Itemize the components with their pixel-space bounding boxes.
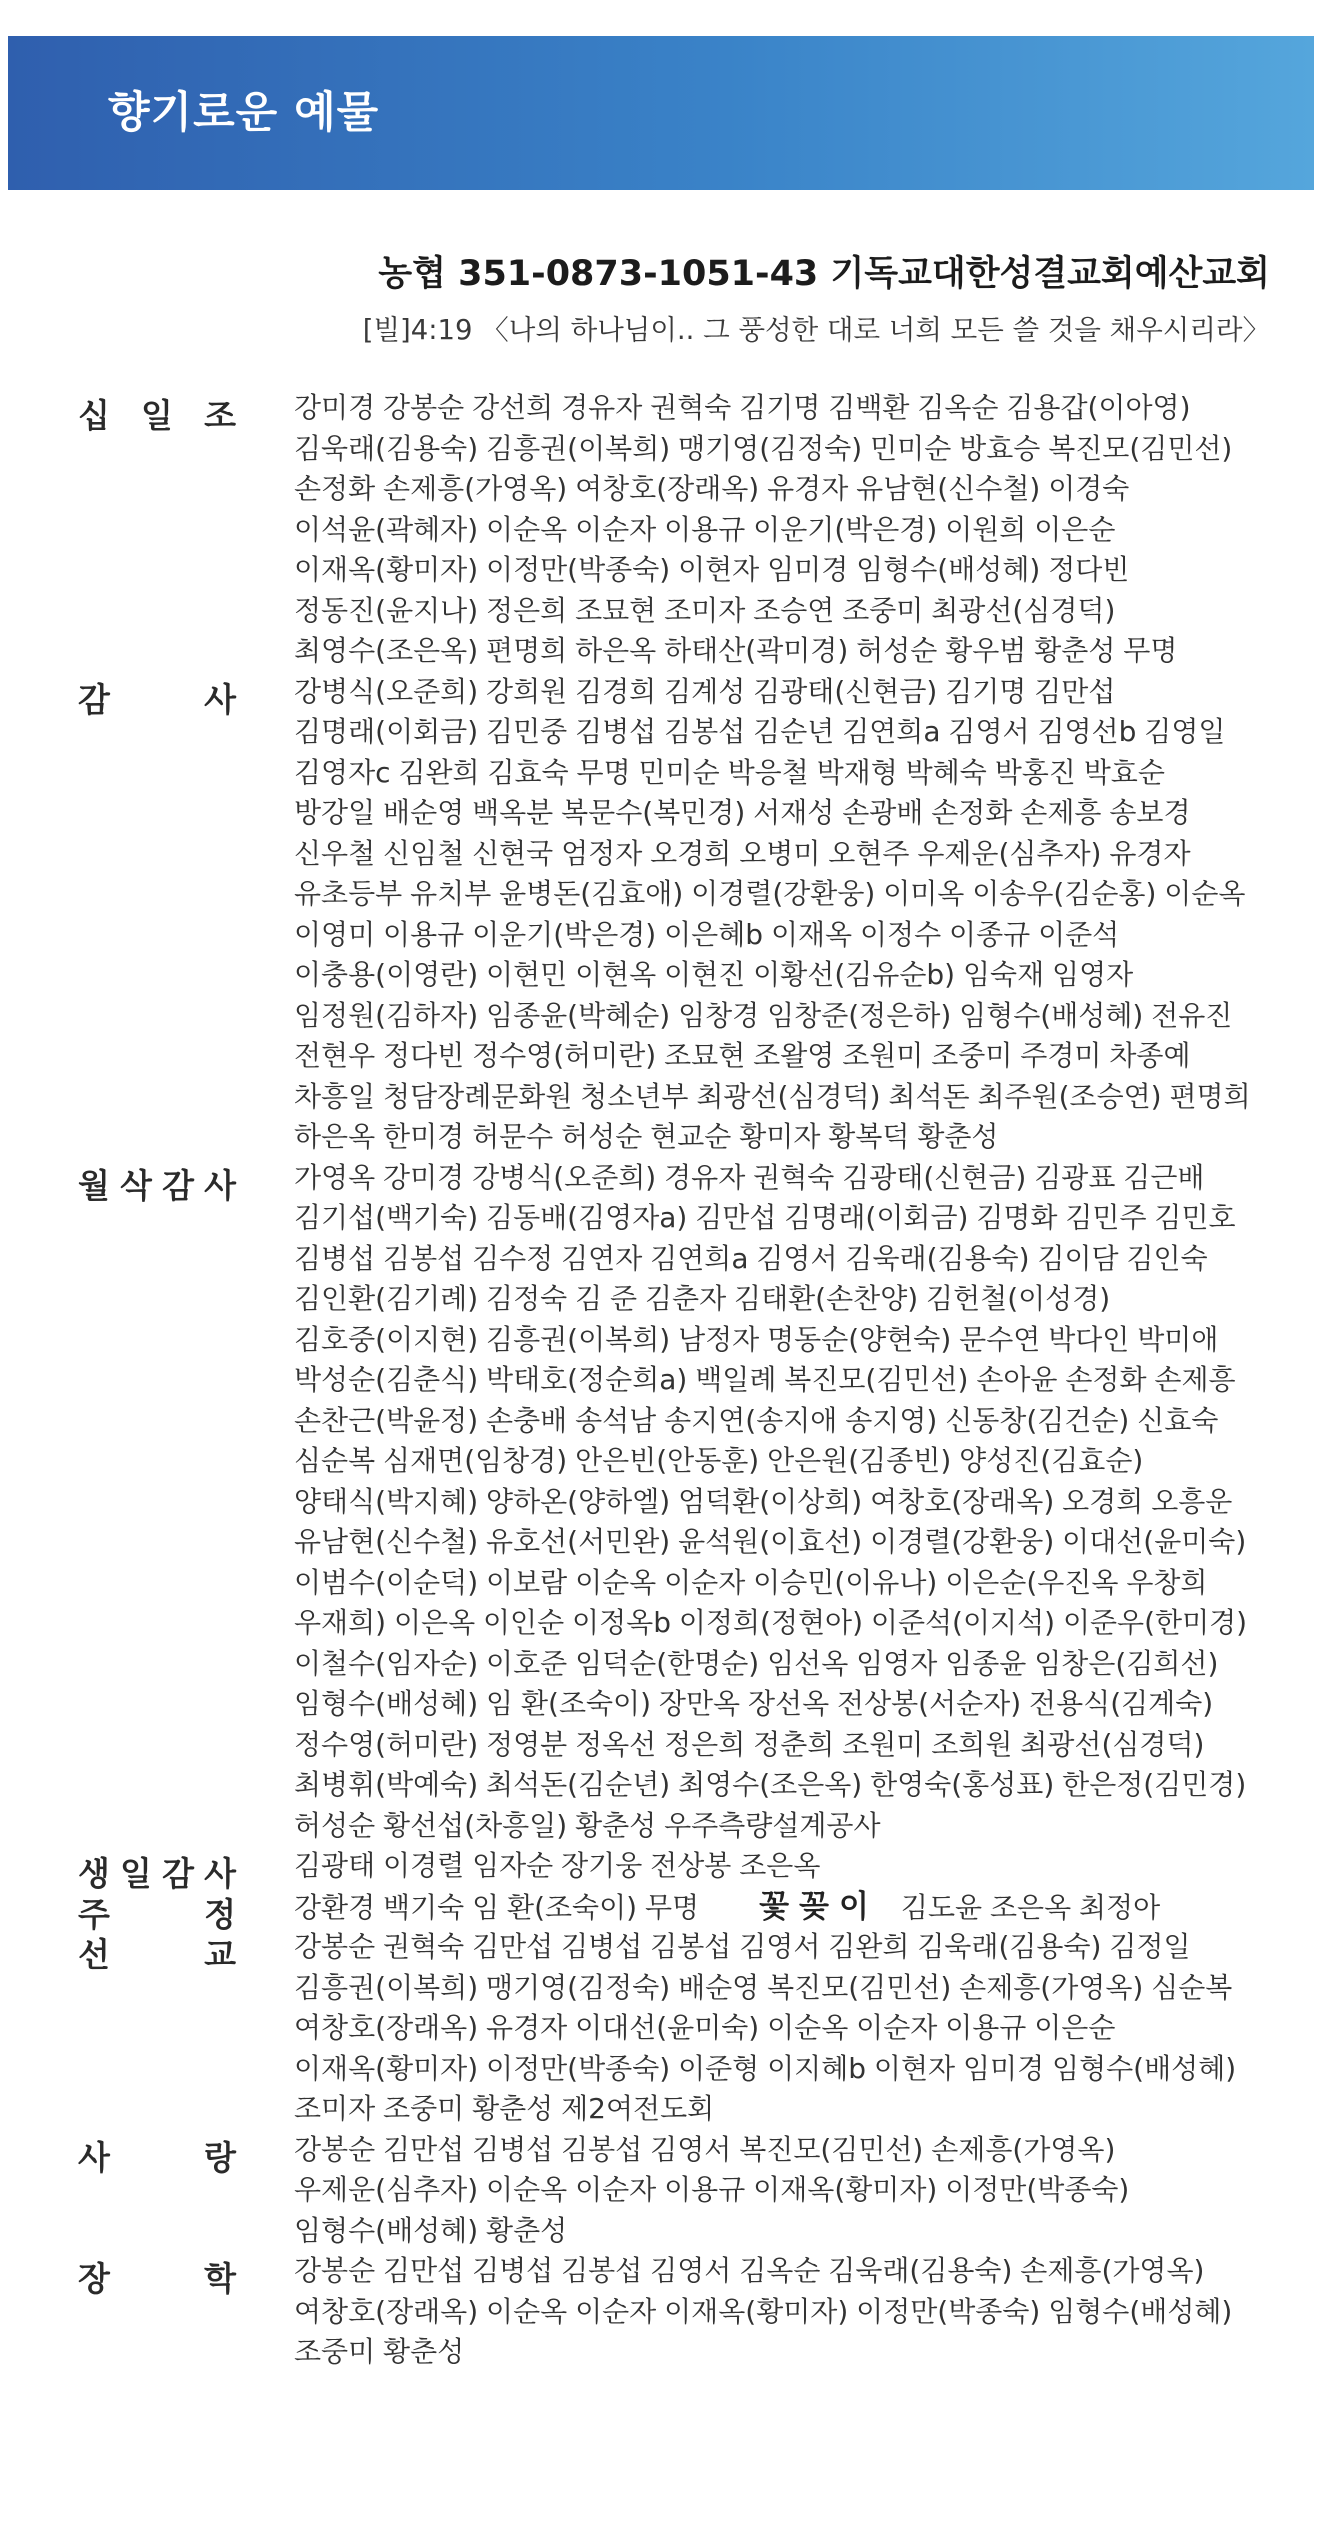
donor-line bbox=[294, 550, 1284, 591]
section-label-char: 월 bbox=[78, 1165, 110, 1205]
donor-line bbox=[294, 2130, 1284, 2171]
section-label-char: 감 bbox=[162, 1165, 194, 1205]
donor-line bbox=[294, 1360, 1284, 1401]
section-label bbox=[78, 2132, 236, 2179]
donor-line-text: 여창호(장래옥) 유경자 이대선(윤미숙) 이순옥 이순자 이용규 이은순 bbox=[294, 2011, 1116, 2044]
donor-line-text: 김영자c 김완희 김효숙 무명 민미순 박응철 박재형 박혜숙 박홍진 박효순 bbox=[294, 755, 1165, 789]
donor-line bbox=[294, 793, 1284, 834]
donor-line bbox=[294, 388, 1284, 429]
donor-line-text: 강봉순 권혁숙 김만섭 김병섭 김봉섭 김영서 김완희 김욱래(김용숙) 김정일 bbox=[294, 1930, 1191, 1963]
donor-line-text: 신우철 신임철 신현국 엄정자 오경희 오병미 오현주 우제운(심추자) 유경자 bbox=[294, 836, 1191, 870]
donor-line bbox=[294, 2049, 1284, 2090]
donor-line bbox=[294, 2089, 1284, 2130]
donor-line-text: 김명래(이회금) 김민중 김병섭 김봉섭 김순년 김연희a 김영서 김영선b 김영일 bbox=[294, 715, 1226, 748]
donor-line-text: 최영수(조은옥) 편명희 하은옥 하태산(곽미경) 허성순 황우범 황춘성 무명 bbox=[294, 634, 1178, 667]
donor-line-text: 손찬근(박윤정) 손충배 송석남 송지연(송지애 송지영) 신동창(김건순) 신효숙 bbox=[294, 1403, 1219, 1437]
donor-line-text: 강봉순 김만섭 김병섭 김봉섭 김영서 김옥순 김욱래(김용숙) 손제흥(가영옥) bbox=[294, 2254, 1205, 2287]
donor-line-text: 김광태 이경렬 임자순 장기웅 전상봉 조은옥 bbox=[294, 1849, 821, 1882]
donor-line bbox=[294, 1684, 1284, 1725]
donor-line bbox=[294, 1846, 1284, 1887]
donor-line-text: 우제운(심추자) 이순옥 이순자 이용규 이재옥(황미자) 이정만(박종숙) bbox=[294, 2173, 1130, 2206]
donor-line bbox=[294, 1198, 1284, 1239]
donor-line bbox=[294, 1279, 1284, 1320]
donor-line-text: 하은옥 한미경 허문수 허성순 현교순 황미자 황복덕 황춘성 bbox=[294, 1120, 999, 1153]
donor-line-text: 차흥일 청담장례문화원 청소년부 최광선(심경덕) 최석돈 최주원(조승연) 편명희 bbox=[294, 1079, 1251, 1113]
donor-names bbox=[294, 388, 1284, 672]
donor-line bbox=[294, 1806, 1284, 1847]
donor-names bbox=[294, 1158, 1284, 1847]
donor-line bbox=[294, 1887, 1284, 1928]
donor-line-text: 전현우 정다빈 정수영(허미란) 조묘현 조왈영 조원미 조중미 주경미 차종예 bbox=[294, 1039, 1191, 1072]
donor-line-text: 조미자 조중미 황춘성 제2여전도회 bbox=[294, 2092, 715, 2125]
offering-section bbox=[0, 2251, 1326, 2373]
donor-line bbox=[294, 672, 1284, 713]
donor-line-text: 유남현(신수철) 유호선(서민완) 윤석원(이효선) 이경렬(강환웅) 이대선(윤미숙) bbox=[294, 1525, 1247, 1558]
donor-line bbox=[294, 1320, 1284, 1361]
donor-line-text: 김기섭(백기숙) 김동배(김영자a) 김만섭 김명래(이회금) 김명화 김민주 김민호 bbox=[294, 1201, 1236, 1234]
donor-line bbox=[294, 712, 1284, 753]
donor-line bbox=[294, 591, 1284, 632]
donor-names bbox=[294, 1887, 1284, 1928]
page-title: 향기로운 예물 bbox=[108, 88, 380, 138]
donor-line-text: 손정화 손제흥(가영옥) 여창호(장래옥) 유경자 유남현(신수철) 이경숙 bbox=[294, 472, 1130, 505]
section-label-char: 감 bbox=[78, 679, 110, 719]
section-label-char: 사 bbox=[78, 2137, 110, 2177]
section-label-char: 사 bbox=[204, 1854, 236, 1893]
section-label-char: 주 bbox=[78, 1894, 110, 1934]
donor-line bbox=[294, 1401, 1284, 1442]
donor-line bbox=[294, 1968, 1284, 2009]
donor-line-text: 이영미 이용규 이운기(박은경) 이은혜b 이재옥 이정수 이종규 이준석 bbox=[294, 917, 1120, 951]
donor-line-text: 이충용(이영란) 이현민 이현옥 이현진 이황선(김유순b) 임숙재 임영자 bbox=[294, 958, 1134, 991]
donor-line-text: 임형수(배성혜) 임 환(조숙이) 장만옥 장선옥 전상봉(서순자) 전용식(김계숙) bbox=[294, 1687, 1214, 1720]
donor-line bbox=[294, 955, 1284, 996]
donor-line-text: 이범수(이순덕) 이보람 이순옥 이순자 이승민(이유나) 이은순(우진옥 우창희 bbox=[294, 1565, 1208, 1599]
donor-line-text: 양태식(박지혜) 양하온(양하엘) 엄덕환(이상희) 여창호(장래옥) 오경희 오흥운 bbox=[294, 1484, 1233, 1518]
donor-line-text: 강병식(오준희) 강희원 김경희 김계성 김광태(신현금) 김기명 김만섭 bbox=[294, 674, 1116, 708]
donor-line-text: 김호중(이지현) 김흥권(이복희) 남정자 명동순(양현숙) 문수연 박다인 박미애 bbox=[294, 1322, 1219, 1356]
donor-line bbox=[294, 1239, 1284, 1280]
section-label-char: 사 bbox=[204, 1165, 236, 1205]
offering-section bbox=[0, 2130, 1326, 2252]
section-label bbox=[78, 390, 236, 437]
section-label-char: 사 bbox=[204, 679, 236, 719]
donor-line-text: 이재옥(황미자) 이정만(박종숙) 이현자 임미경 임형수(배성혜) 정다빈 bbox=[294, 553, 1130, 586]
flower-offering-label: 꽃꽂이 bbox=[759, 1888, 879, 1925]
offering-section bbox=[0, 672, 1326, 1158]
donor-line-text: 박성순(김춘식) 박태호(정순희a) 백일례 복진모(김민선) 손아윤 손정화 손제흥 bbox=[294, 1363, 1236, 1396]
donor-line bbox=[294, 2211, 1284, 2252]
offering-section bbox=[0, 1846, 1326, 1893]
donor-line-text: 조중미 황춘성 bbox=[294, 2335, 465, 2368]
donor-line bbox=[294, 1927, 1284, 1968]
donor-line bbox=[294, 1441, 1284, 1482]
donor-line-text: 김인환(김기례) 김정숙 김 준 김춘자 김태환(손찬양) 김헌철(이성경) bbox=[294, 1282, 1111, 1315]
donor-line bbox=[294, 2170, 1284, 2211]
donor-names bbox=[294, 2251, 1284, 2373]
donor-line bbox=[294, 2332, 1284, 2373]
section-label-char: 십 bbox=[78, 396, 110, 435]
donor-line bbox=[294, 469, 1284, 510]
section-label-char: 교 bbox=[204, 1935, 236, 1974]
donor-line bbox=[294, 1077, 1284, 1118]
offering-list bbox=[0, 388, 1326, 2373]
donor-line-text: 가영옥 강미경 강병식(오준희) 경유자 권혁숙 김광태(신현금) 김광표 김근배 bbox=[294, 1160, 1205, 1194]
offering-section bbox=[0, 1158, 1326, 1847]
section-label-char: 감 bbox=[162, 1854, 194, 1893]
donor-line-text: 유초등부 유치부 윤병돈(김효애) 이경렬(강환웅) 이미옥 이송우(김순홍) 이순옥 bbox=[294, 877, 1246, 910]
donor-line-text: 이철수(임자순) 이호준 임덕순(한명순) 임선옥 임영자 임종윤 임창은(김희선) bbox=[294, 1646, 1219, 1680]
donor-line-text: 정수영(허미란) 정영분 정옥선 정은희 정춘희 조원미 조희원 최광선(심경덕) bbox=[294, 1727, 1205, 1761]
section-label-char: 정 bbox=[204, 1894, 236, 1934]
donor-line-text: 강환경 백기숙 임 환(조숙이) 무명 bbox=[294, 1890, 700, 1924]
donor-line bbox=[294, 1603, 1284, 1644]
section-label bbox=[78, 1929, 236, 1976]
donor-line-text: 임정원(김하자) 임종윤(박혜순) 임창경 임창준(정은하) 임형수(배성혜) 전유진 bbox=[294, 998, 1233, 1032]
donor-line-text: 심순복 심재면(임창경) 안은빈(안동훈) 안은원(김종빈) 양성진(김효순) bbox=[294, 1444, 1144, 1477]
donor-line bbox=[294, 1036, 1284, 1077]
section-label-char: 생 bbox=[78, 1854, 110, 1893]
bible-verse: [빌]4:19 〈나의 하나님이.. 그 풍성한 대로 너희 모든 쓸 것을 채우시리라〉 bbox=[362, 314, 1270, 346]
donor-names bbox=[294, 672, 1284, 1158]
section-label-char: 랑 bbox=[204, 2137, 236, 2177]
donor-line-text: 임형수(배성혜) 황춘성 bbox=[294, 2213, 568, 2247]
donor-line-text: 김병섭 김봉섭 김수정 김연자 김연희a 김영서 김욱래(김용숙) 김이담 김인숙 bbox=[294, 1241, 1208, 1275]
donor-names bbox=[294, 1846, 1284, 1887]
donor-line bbox=[294, 915, 1284, 956]
donor-line bbox=[294, 874, 1284, 915]
section-label bbox=[78, 1160, 236, 1207]
section-label-char: 선 bbox=[78, 1935, 110, 1974]
flower-offering-names: 김도윤 조은옥 최정아 bbox=[900, 1890, 1161, 1924]
donor-line-text: 김욱래(김용숙) 김흥권(이복희) 맹기영(김정숙) 민미순 방효승 복진모(김민선) bbox=[294, 431, 1233, 465]
donor-line bbox=[294, 1644, 1284, 1685]
donor-line bbox=[294, 1158, 1284, 1199]
donor-line-text: 여창호(장래옥) 이순옥 이순자 이재옥(황미자) 이정만(박종숙) 임형수(배성혜) bbox=[294, 2294, 1233, 2328]
donor-line bbox=[294, 2251, 1284, 2292]
section-label-char: 삭 bbox=[120, 1165, 152, 1205]
section-label-char: 일 bbox=[141, 396, 173, 435]
donor-line-text: 강봉순 김만섭 김병섭 김봉섭 김영서 복진모(김민선) 손제흥(가영옥) bbox=[294, 2132, 1116, 2166]
section-label bbox=[78, 2253, 236, 2300]
donor-line-text: 정동진(윤지나) 정은희 조묘현 조미자 조승연 조중미 최광선(심경덕) bbox=[294, 593, 1116, 627]
donor-names bbox=[294, 1927, 1284, 2130]
donor-line-text: 이석윤(곽혜자) 이순옥 이순자 이용규 이운기(박은경) 이원희 이은순 bbox=[294, 512, 1116, 546]
donor-line bbox=[294, 1725, 1284, 1766]
donor-line-text: 김흥권(이복희) 맹기영(김정숙) 배순영 복진모(김민선) 손제흥(가영옥) 심순복 bbox=[294, 1970, 1233, 2004]
donor-names bbox=[294, 2130, 1284, 2252]
offering-section bbox=[0, 388, 1326, 672]
section-label-char: 일 bbox=[120, 1854, 152, 1893]
donor-line bbox=[294, 631, 1284, 672]
donor-line bbox=[294, 1117, 1284, 1158]
section-label-char: 조 bbox=[204, 396, 236, 435]
donor-line bbox=[294, 2008, 1284, 2049]
offering-section bbox=[0, 1887, 1326, 1934]
donor-line-text: 방강일 배순영 백옥분 복문수(복민경) 서재성 손광배 손정화 손제흥 송보경 bbox=[294, 796, 1191, 829]
donor-line bbox=[294, 996, 1284, 1037]
offering-section bbox=[0, 1927, 1326, 2130]
section-label-char: 장 bbox=[78, 2259, 110, 2298]
donor-line-text: 최병휘(박예숙) 최석돈(김순년) 최영수(조은옥) 한영숙(홍성표) 한은정(김민경) bbox=[294, 1768, 1247, 1801]
donor-line bbox=[294, 753, 1284, 794]
donor-line bbox=[294, 1482, 1284, 1523]
donor-line-text: 우재희) 이은옥 이인순 이정옥b 이정희(정현아) 이준석(이지석) 이준우(한미경) bbox=[294, 1606, 1248, 1639]
bank-account: 농협 351-0873-1051-43 기독교대한성결교회예산교회 bbox=[378, 254, 1270, 294]
donor-line-text: 이재옥(황미자) 이정만(박종숙) 이준형 이지혜b 이현자 임미경 임형수(배성혜) bbox=[294, 2051, 1237, 2085]
header-banner bbox=[8, 36, 1314, 190]
section-label-char: 학 bbox=[204, 2259, 236, 2298]
donor-line bbox=[294, 1563, 1284, 1604]
donor-line bbox=[294, 834, 1284, 875]
donor-line bbox=[294, 1522, 1284, 1563]
donor-line-text: 허성순 황선섭(차흥일) 황춘성 우주측량설계공사 bbox=[294, 1808, 881, 1842]
donor-line bbox=[294, 2292, 1284, 2333]
donor-line bbox=[294, 510, 1284, 551]
donor-line-text: 강미경 강봉순 강선희 경유자 권혁숙 김기명 김백환 김옥순 김용갑(이아영) bbox=[294, 391, 1191, 424]
donor-line bbox=[294, 429, 1284, 470]
section-label bbox=[78, 674, 236, 721]
donor-line bbox=[294, 1765, 1284, 1806]
